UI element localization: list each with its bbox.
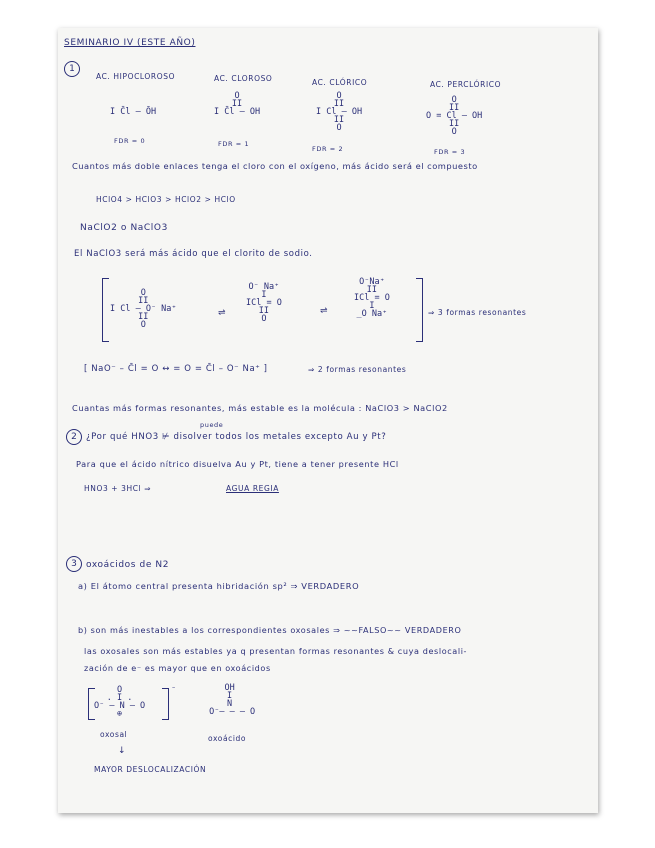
resonance-structure-2: [ NaO⁻ – C̄l = O ↔ = O = C̄l – O⁻ Na⁺ ]: [84, 364, 268, 374]
bracket-right: [162, 688, 169, 720]
structural-formula: O II O = Cl – OH II O: [426, 95, 483, 137]
compare-line: NaClO2 o NaClO3: [80, 223, 168, 233]
oxosal-label: oxosal: [100, 730, 128, 739]
acid-name: AC. CLÓRICO: [312, 78, 368, 87]
resonance-result-2: ⇒ 2 formas resonantes: [308, 365, 407, 374]
acid-name: AC. HIPOCLOROSO: [96, 72, 176, 81]
conclusion-line: Cuantas más formas resonantes, más estable es la molécula : NaClO3 > NaClO2: [72, 403, 448, 413]
acid-name: AC. PERCLÓRICO: [430, 80, 502, 89]
reaction-line: HNO3 + 3HCl ⇒: [84, 484, 152, 493]
bracket-left: [102, 278, 109, 342]
statement-a: a) El átomo central presenta hibridación sp² ⇒ VERDADERO: [78, 581, 360, 591]
down-arrow: ↓: [118, 746, 127, 756]
statement-b-cont: las oxosales son más estables ya q presentan formas resonantes & cuya deslocali-: [84, 646, 468, 656]
final-conclusion: MAYOR DESLOCALIZACIÓN: [94, 765, 207, 774]
question-line: ¿Por qué HNO3 ⊭ disolver todos los metales excepto Au y Pt?: [86, 432, 387, 442]
fdr-label: FDR = 3: [434, 148, 466, 156]
structural-formula: I C̄l – ŌH: [110, 107, 157, 117]
page-title: SEMINARIO IV (ESTE AÑO): [64, 38, 196, 48]
statement-line: Cuantos más doble enlaces tenga el cloro con el oxígeno, más ácido será el compuesto: [72, 161, 478, 171]
resonance-arrow: ⇌: [320, 306, 329, 316]
oxoacid-label: oxoácido: [208, 734, 247, 743]
handwritten-page: [58, 28, 598, 813]
question-number: 3: [66, 556, 82, 572]
section-title: oxoácidos de N2: [86, 560, 170, 570]
resonance-structure: O⁻Na⁺ II ICl = O I _O Na⁺: [354, 277, 390, 319]
bracket-right: [416, 278, 423, 342]
resonance-arrow: ⇌: [218, 308, 227, 318]
fdr-label: FDR = 2: [312, 145, 344, 153]
fdr-label: FDR = 1: [218, 140, 250, 148]
resonance-structure: O II I Cl – O⁻ Na⁺ II O: [110, 288, 177, 330]
resonance-structure: O⁻ Na⁺ I ICl = O II O: [246, 282, 282, 324]
structural-formula: O II I Cl – OH II O: [316, 91, 363, 133]
statement-b: b) son más inestables a los correspondientes oxosales ⇒ ~~FALSO~~ VERDADERO: [78, 625, 462, 635]
charge-label: –: [172, 683, 176, 691]
claim-line: El NaClO3 será más ácido que el clorito de sodio.: [74, 249, 313, 259]
question-number: 2: [66, 429, 82, 445]
product-label: AGUA REGIA: [226, 484, 279, 493]
answer-line: Para que el ácido nítrico disuelva Au y Pt, tiene a tener presente HCl: [76, 459, 399, 469]
acid-name: AC. CLOROSO: [214, 74, 273, 83]
question-number: 1: [64, 61, 80, 77]
oxosal-structure: O . I . O⁻ – N – O ⊕: [94, 685, 146, 719]
acidity-order: HClO4 > HClO3 > HClO2 > HClO: [96, 195, 236, 204]
structural-formula: O II I C̄l – OH: [214, 91, 261, 117]
fdr-label: FDR = 0: [114, 137, 146, 145]
statement-b-cont: zación de e⁻ es mayor que en oxoácidos: [84, 663, 271, 673]
oxoacid-structure: OH I N O⁻– – – O: [209, 683, 256, 717]
resonance-result: ⇒ 3 formas resonantes: [428, 308, 527, 317]
inserted-word: puede: [200, 421, 224, 429]
